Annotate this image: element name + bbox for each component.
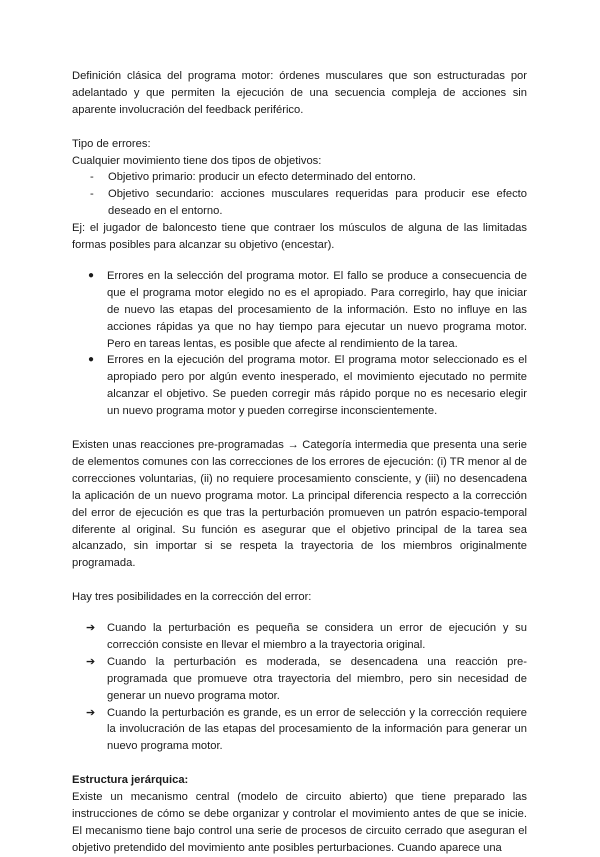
- dash-marker: -: [90, 171, 94, 184]
- document-body: [72, 68, 527, 857]
- error-types-list: [72, 268, 527, 420]
- errors-title: Tipo de errores:: [72, 137, 151, 150]
- bullet-marker: ●: [88, 269, 95, 281]
- list-item: - Objetivo secundario: acciones musculares requeridas para producir ese efecto deseado en el entorno.: [90, 188, 527, 218]
- preprogrammed-reactions: Existen unas reacciones pre-programadas → Categoría intermedia que presenta una serie de elementos comunes con las correcciones de los errores de ejecución: (i) TR menor al de correcciones voluntarias, (ii) no requiere procesamiento consciente, y (iii) no desencadena la aplicación de un nuevo programa motor. La principal diferencia respecto a la corrección del error de ejecución es que tras la perturbación promueven un patrón espacio-temporal diferente al original. Su función es asegurar que el objetivo principal de la tarea sea alcanzado, sin importar si se respeta la trayectoria de los miembros originalmente programada.: [72, 439, 527, 570]
- possibilities-list: [72, 620, 527, 755]
- objectives-intro: Cualquier movimiento tiene dos tipos de objetivos:: [72, 154, 322, 167]
- motor-program-definition: Definición clásica del programa motor: órdenes musculares que son estructuradas por adelantado y que permiten la ejecución de una secuencia compleja de acciones sin aparente involucración del feedback periférico.: [72, 70, 527, 116]
- list-item: ➔ Cuando la perturbación es pequeña se considera un error de ejecución y su corrección consiste en llevar el miembro a la trayectoria original.: [86, 622, 527, 651]
- arrow-marker: ➔: [86, 655, 96, 668]
- bullet-marker: ●: [88, 354, 95, 366]
- example-text: Ej: el jugador de baloncesto tiene que contraer los músculos de alguna de las limitadas formas posibles para alcanzar su objetivo (encestar).: [72, 222, 527, 252]
- hierarchical-text: Existe un mecanismo central (modelo de circuito abierto) que tiene preparado las instrucciones de cómo se debe organizar y controlar el movimiento antes de que se inicie. El mecanismo tiene bajo control una serie de procesos de circuito cerrado que aseguran el objetivo pretendido del movimiento ante posibles perturbaciones. Cuando aparece una: [72, 791, 527, 854]
- possibilities-intro: Hay tres posibilidades en la corrección del error:: [72, 591, 312, 604]
- list-item: ➔ Cuando la perturbación es grande, es un error de selección y la corrección requiere la involucración de las etapas del procesamiento de la información para generar un nuevo programa motor.: [86, 706, 527, 753]
- arrow-marker: ➔: [86, 706, 96, 719]
- dash-marker: -: [90, 188, 94, 201]
- hierarchical-title: Estructura jerárquica:: [72, 774, 189, 787]
- objectives-list: [72, 169, 527, 220]
- list-item: - Objetivo primario: producir un efecto determinado del entorno.: [72, 169, 527, 186]
- list-item: ● Errores en la selección del programa motor. El fallo se produce a consecuencia de que el programa motor elegido no es el apropiado. Para corregirlo, hay que iniciar de nuevo las etapas del procesamiento de la información. Esto no influye en las acciones rápidas ya que no hay tiempo para ejecutar un nuevo programa motor. Pero en tareas lentas, es posible que afecte al rendimiento de la tarea.: [88, 269, 527, 350]
- arrow-marker: ➔: [86, 622, 96, 635]
- list-item: ➔ Cuando la perturbación es moderada, se desencadena una reacción pre-programada que promueve otra trayectoria del miembro, pero sin necesidad de generar un nuevo programa motor.: [86, 655, 527, 702]
- list-item: ● Errores en la ejecución del programa motor. El programa motor seleccionado es el apropiado pero por algún evento inesperado, el movimiento ejecutado no permite alcanzar el objetivo. Se pueden corregir más rápido porque no es necesario elegir un nuevo programa motor y pueden corregirse inconscientemente.: [88, 354, 527, 418]
